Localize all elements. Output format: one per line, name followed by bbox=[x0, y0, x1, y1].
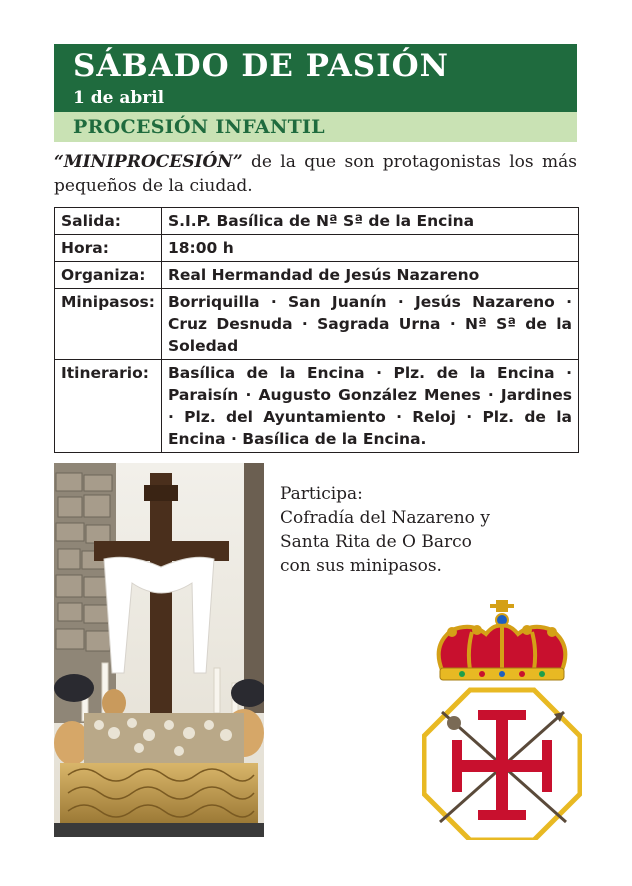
table-row bbox=[55, 235, 579, 262]
row-label: Minipasos: bbox=[55, 289, 162, 360]
event-date: 1 de abril bbox=[73, 88, 165, 108]
row-label: Organiza: bbox=[55, 262, 162, 289]
intro-text: de la que son protagonistas los más pequeños de la ciudad. bbox=[54, 152, 577, 196]
row-label: Hora: bbox=[55, 235, 162, 262]
procession-float-photo bbox=[54, 463, 264, 837]
info-table bbox=[54, 207, 579, 453]
intro-emphasis: “MINIPROCESIÓN” bbox=[54, 152, 243, 172]
intro-paragraph bbox=[54, 150, 577, 198]
brotherhood-crest-icon bbox=[422, 600, 582, 840]
header-banner bbox=[54, 44, 577, 112]
row-label: Itinerario: bbox=[55, 360, 162, 453]
participants-note bbox=[280, 482, 520, 578]
table-row bbox=[55, 208, 579, 235]
row-value: 18:00 h bbox=[161, 235, 578, 262]
participants-line: con sus minipasos. bbox=[280, 556, 442, 576]
table-row bbox=[55, 262, 579, 289]
participants-line: Participa: bbox=[280, 484, 363, 504]
participants-line: Santa Rita de O Barco bbox=[280, 532, 472, 552]
page-title: SÁBADO DE PASIÓN bbox=[73, 48, 450, 84]
row-label: Salida: bbox=[55, 208, 162, 235]
page-subtitle: PROCESIÓN INFANTIL bbox=[73, 116, 325, 138]
row-value: Basílica de la Encina · Plz. de la Encina · Paraisín · Augusto González Menes · Jardines · Plz. del Ayuntamiento · Reloj · Plz. de la Encina · Basílica de la Encina. bbox=[161, 360, 578, 453]
table-row bbox=[55, 289, 579, 360]
row-value: Borriquilla · San Juanín · Jesús Nazareno · Cruz Desnuda · Sagrada Urna · Nª Sª de la Soledad bbox=[161, 289, 578, 360]
subtitle-banner bbox=[54, 112, 577, 142]
row-value: Real Hermandad de Jesús Nazareno bbox=[161, 262, 578, 289]
participants-line: Cofradía del Nazareno y bbox=[280, 508, 490, 528]
table-row bbox=[55, 360, 579, 453]
row-value: S.I.P. Basílica de Nª Sª de la Encina bbox=[161, 208, 578, 235]
